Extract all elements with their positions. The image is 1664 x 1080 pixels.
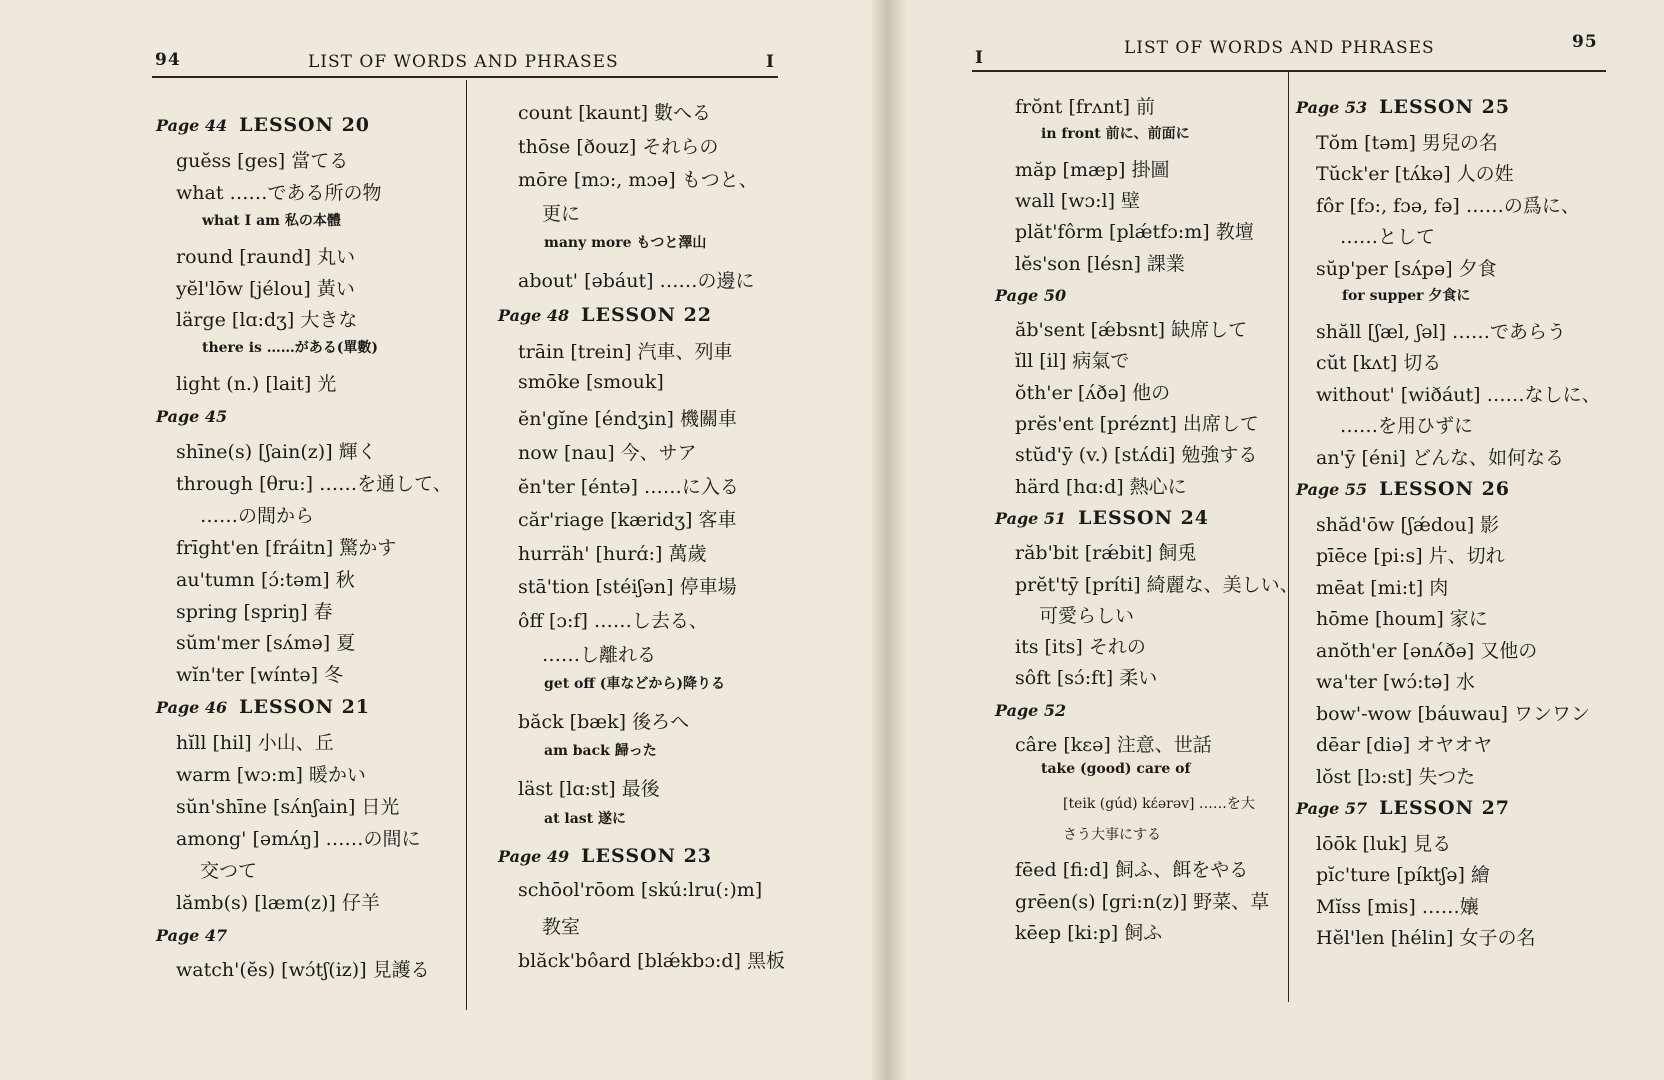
word-entry: sŭm'mer [sʌ́mə] 夏 [176, 632, 356, 655]
word-entry: lămb(s) [læm(z)] 仔羊 [176, 891, 380, 914]
lesson-heading [995, 507, 1209, 529]
word-entry: sôft [sɔ́:ft] 柔い [1015, 667, 1158, 690]
word-entry: spring [spriŋ] 春 [176, 600, 333, 623]
word-entry: about' [əbáut] ……の邊に [518, 270, 755, 292]
word-entry: frīght'en [fráitn] 驚かす [176, 536, 397, 559]
word-entry: lärge [lɑ:dʒ] 大きな [176, 309, 358, 332]
word-entry: anŏth'er [ənʌ́ðə] 又他の [1316, 639, 1538, 662]
word-entry: Mĭss [mis] ……孃 [1316, 895, 1479, 918]
phrase-entry: there is ……がある(單數) [202, 340, 379, 357]
page-reference: Page 50 [995, 285, 1067, 305]
word-entry: ĕn'ter [éntə] ……に入る [518, 475, 739, 498]
lesson-title: LESSON 20 [239, 114, 371, 136]
page-reference: Page 52 [995, 700, 1067, 720]
word-entry: băck [bæk] 後ろへ [518, 710, 690, 733]
page-reference: Page 48 [498, 305, 570, 325]
right-page-number: 95 [1572, 32, 1598, 52]
word-entry: through [θru:] ……を通して、 [176, 472, 452, 495]
word-entry: sŭp'per [sʌ́pə] 夕食 [1316, 257, 1497, 280]
phrase-entry: take (good) care of [1041, 761, 1191, 778]
word-entry: wall [wɔ:l] 壁 [1015, 189, 1141, 212]
word-entry: what ……である所の物 [176, 181, 382, 204]
left-section-mark: I [766, 52, 775, 72]
page-reference: Page 47 [156, 925, 228, 945]
word-entry: smōke [smouk] [518, 370, 664, 393]
word-entry: căr'riage [kæridʒ] 客車 [518, 509, 737, 532]
word-entry: lōōk [luk] 見る [1316, 832, 1452, 855]
word-entry: prĕs'ent [préznt] 出席して [1015, 413, 1259, 435]
word-entry: au'tumn [ɔ́:təm] 秋 [176, 568, 355, 591]
word-entry: fôr [fɔ:, fɔə, fə] ……の爲に、 [1316, 194, 1580, 217]
page-heading [995, 284, 1066, 306]
lesson-title: LESSON 26 [1379, 478, 1511, 500]
word-entry: wĭn'ter [wíntə] 冬 [176, 664, 344, 687]
word-entry: mēat [mi:t] 肉 [1316, 576, 1449, 599]
left-header-rule [152, 76, 778, 78]
lesson-title: LESSON 24 [1078, 506, 1210, 529]
word-entry: frŏnt [frʌnt] 前 [1015, 96, 1156, 118]
lesson-title: LESSON 23 [581, 845, 713, 868]
word-entry: lŏst [lɔ:st] 失つた [1316, 765, 1476, 788]
phrase-continuation: さう大事にする [1063, 826, 1161, 843]
phrase-entry: get off (車などから)降りる [544, 676, 725, 693]
page-reference: Page 44 [156, 116, 228, 135]
word-entry: schōol'rōom [skú:lru(:)m] [518, 878, 763, 901]
page-reference: Page 51 [995, 508, 1067, 528]
word-entry: stā'tion [stéiʃən] 停車場 [518, 576, 737, 599]
lesson-heading [156, 696, 370, 718]
left-page-number: 94 [155, 50, 181, 70]
lesson-title: LESSON 27 [1379, 797, 1511, 819]
word-entry: fēed [fi:d] 飼ふ、餌をやる [1015, 859, 1249, 882]
phrase-entry: many more もつと澤山 [544, 235, 707, 252]
word-entry: without' [wiðáut] ……なしに、 [1316, 383, 1601, 406]
word-entry: kēep [ki:p] 飼ふ [1015, 921, 1163, 944]
entry-continuation: 更に [542, 202, 581, 225]
word-entry: hōme [houm] 家に [1316, 608, 1488, 630]
lesson-title: LESSON 21 [239, 696, 371, 719]
lesson-heading [498, 304, 712, 326]
word-entry: dēar [diə] オヤオヤ [1316, 734, 1493, 756]
word-entry: wa'ter [wɔ́:tə] 水 [1316, 671, 1475, 693]
word-entry: plăt'fôrm [plǽtfɔ:m] 教壇 [1015, 221, 1254, 244]
right-section-mark: I [975, 48, 984, 68]
word-entry: thōse [ðouz] それらの [518, 135, 719, 158]
lesson-heading [1296, 478, 1510, 500]
word-entry: Tŭck'er [tʌ́kə] 人の姓 [1316, 163, 1514, 185]
left-column-divider [466, 80, 467, 1010]
page-heading [156, 924, 227, 946]
word-entry: ŏth'er [ʌ́ðə] 他の [1015, 381, 1171, 404]
page-reference: Page 45 [156, 407, 228, 427]
phrase-entry: in front 前に、前面に [1041, 126, 1190, 143]
word-entry: now [nau] 今、サア [518, 442, 697, 464]
word-entry: guĕss [ges] 當てる [176, 149, 349, 172]
word-entry: pīēce [pi:s] 片、切れ [1316, 545, 1505, 567]
entry-continuation: ……として [1340, 226, 1436, 248]
word-entry: Tŏm [təm] 男兒の名 [1316, 131, 1498, 154]
right-running-head: LIST OF WORDS AND PHRASES [1124, 38, 1435, 58]
lesson-heading [498, 845, 712, 867]
phrase-continuation: [teik (gúd) kɛ́ərəv] ……を大 [1063, 795, 1255, 812]
word-entry: among' [əmʌ́ŋ] ……の間に [176, 827, 421, 850]
phrase-entry: am back 歸った [544, 743, 657, 760]
lesson-title: LESSON 22 [581, 303, 713, 326]
book-gutter [872, 0, 906, 1080]
entry-continuation: ……を用ひずに [1340, 415, 1474, 437]
phrase-entry: at last 遂に [544, 810, 627, 827]
word-entry: läst [lɑ:st] 最後 [518, 778, 660, 800]
page-heading [995, 699, 1066, 721]
word-entry: warm [wɔ:m] 暖かい [176, 764, 366, 786]
word-entry: light (n.) [lait] 光 [176, 373, 337, 396]
word-entry: Hĕl'len [hélin] 女子の名 [1316, 927, 1536, 949]
word-entry: shăd'ōw [ʃǽdou] 影 [1316, 513, 1500, 536]
page-reference: Page 49 [498, 847, 570, 867]
right-page [888, 0, 1664, 1080]
lesson-heading [1296, 797, 1510, 819]
entry-continuation: 交つて [200, 859, 258, 882]
lesson-heading [156, 114, 370, 136]
phrase-entry: for supper 夕食に [1342, 288, 1471, 304]
word-entry: count [kaunt] 數へる [518, 102, 712, 124]
page-reference: Page 46 [156, 698, 228, 718]
word-entry: ôff [ɔ:f] ……し去る、 [518, 610, 708, 632]
left-running-head: LIST OF WORDS AND PHRASES [308, 52, 619, 72]
right-column-divider [1288, 72, 1289, 1002]
word-entry: cŭt [kʌt] 切る [1316, 352, 1442, 374]
lesson-heading [1296, 96, 1510, 118]
word-entry: hĭll [hil] 小山、丘 [176, 732, 334, 755]
entry-continuation: ……し離れる [542, 643, 657, 666]
page-heading [156, 405, 227, 427]
word-entry: bow'-wow [báuwau] ワンワン [1316, 702, 1590, 725]
word-entry: câre [kɛə] 注意、世話 [1015, 734, 1212, 756]
word-entry: härd [hɑ:d] 熱心に [1015, 475, 1187, 498]
word-entry: an'ȳ [éni] どんな、如何なる [1316, 446, 1564, 469]
phrase-entry: what I am 私の本體 [202, 212, 341, 229]
word-entry: trāin [trein] 汽車、列車 [518, 341, 733, 364]
word-entry: its [its] それの [1015, 636, 1146, 659]
word-entry: hurräh' [hurɑ́:] 萬歲 [518, 542, 707, 565]
entry-continuation: 可愛らしい [1039, 604, 1135, 627]
word-entry: round [raund] 丸い [176, 245, 356, 268]
entry-continuation: ……の間から [200, 504, 315, 527]
word-entry: sŭn'shīne [sʌ́nʃain] 日光 [176, 795, 400, 818]
word-entry: grēen(s) [gri:n(z)] 野菜、草 [1015, 890, 1270, 913]
word-entry: lĕs'son [lésn] 課業 [1015, 252, 1185, 275]
word-entry: shīne(s) [ʃain(z)] 輝く [176, 441, 377, 463]
page-reference: Page 55 [1296, 480, 1368, 499]
word-entry: prĕt'tȳ [príti] 綺麗な、美しい、 [1015, 573, 1299, 596]
entry-continuation: 教室 [542, 916, 581, 939]
page-reference: Page 53 [1296, 98, 1368, 117]
page-reference: Page 57 [1296, 799, 1368, 818]
word-entry: ĭll [il] 病氣で [1015, 350, 1130, 373]
word-entry: watch'(ĕs) [wɔ́tʃ(iz)] 見護る [176, 959, 430, 982]
word-entry: stŭd'ȳ (v.) [stʌ́di] 勉強する [1015, 444, 1258, 467]
lesson-title: LESSON 25 [1379, 96, 1511, 118]
word-entry: ĕn'gĭne [éndʒin] 機關車 [518, 408, 738, 431]
right-header-rule [972, 70, 1606, 72]
word-entry: mōre [mɔ:, mɔə] もつと、 [518, 169, 758, 192]
word-entry: pĭc'ture [píktʃə] 繪 [1316, 864, 1490, 886]
word-entry: blăck'bôard [blǽkbɔ:d] 黑板 [518, 950, 786, 972]
word-entry: ăb'sent [ǽbsnt] 缺席して [1015, 319, 1248, 342]
word-entry: măp [mæp] 掛圖 [1015, 158, 1170, 181]
word-entry: shăll [ʃæl, ʃəl] ……であらう [1316, 320, 1567, 343]
word-entry: răb'bit [rǽbit] 飼兎 [1015, 542, 1197, 565]
word-entry: yĕl'lōw [jélou] 黃い [176, 277, 355, 300]
